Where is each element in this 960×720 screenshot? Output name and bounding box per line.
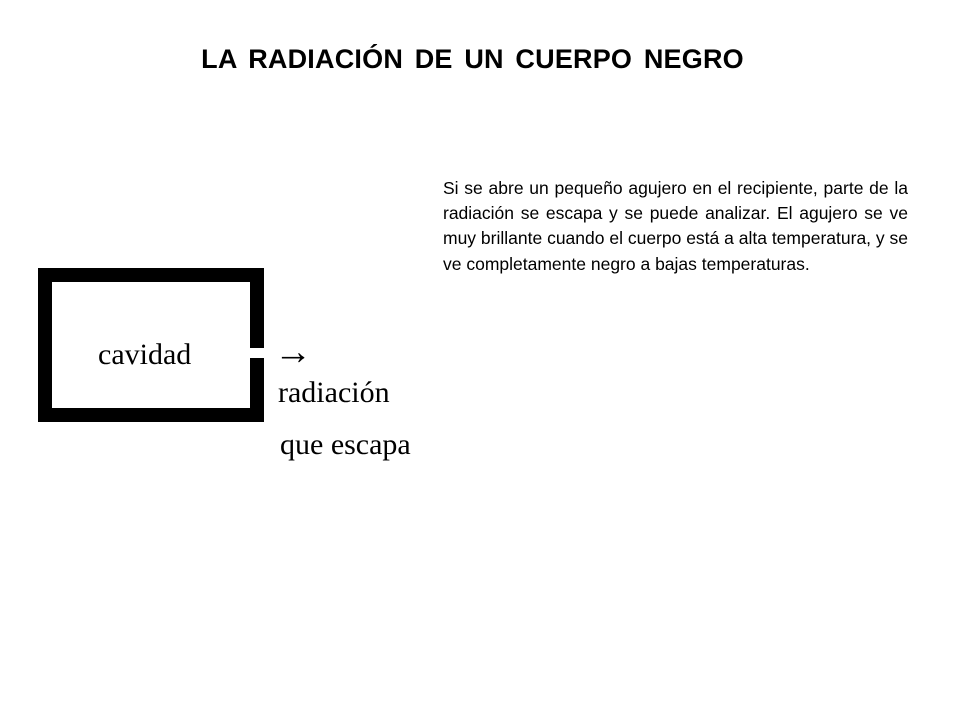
cavity-wall-right-upper: [250, 268, 264, 348]
cavity-wall-left: [38, 268, 52, 422]
cavity-diagram: [30, 260, 420, 470]
slide-title: LA RADIACIÓN DE UN CUERPO NEGRO: [201, 44, 744, 74]
cavity-wall-top: [38, 268, 264, 282]
cavity-diagram-svg: [30, 260, 420, 470]
cavity-wall-right-lower: [250, 358, 264, 422]
escape-label-line2: que escapa: [280, 428, 411, 461]
explanation-paragraph: Si se abre un pequeño agujero en el recipiente, parte de la radiación se escapa y se puede analizar. El agujero se ve muy brillante cuando el cuerpo está a alta temperatura, y se ve completamente negro a bajas temperaturas.: [443, 178, 908, 274]
cavity-label: cavidad: [98, 338, 192, 371]
escape-label-line1: radiación: [278, 376, 390, 409]
cavity-wall-bottom: [38, 408, 264, 422]
escape-arrow-icon: →: [274, 331, 312, 373]
